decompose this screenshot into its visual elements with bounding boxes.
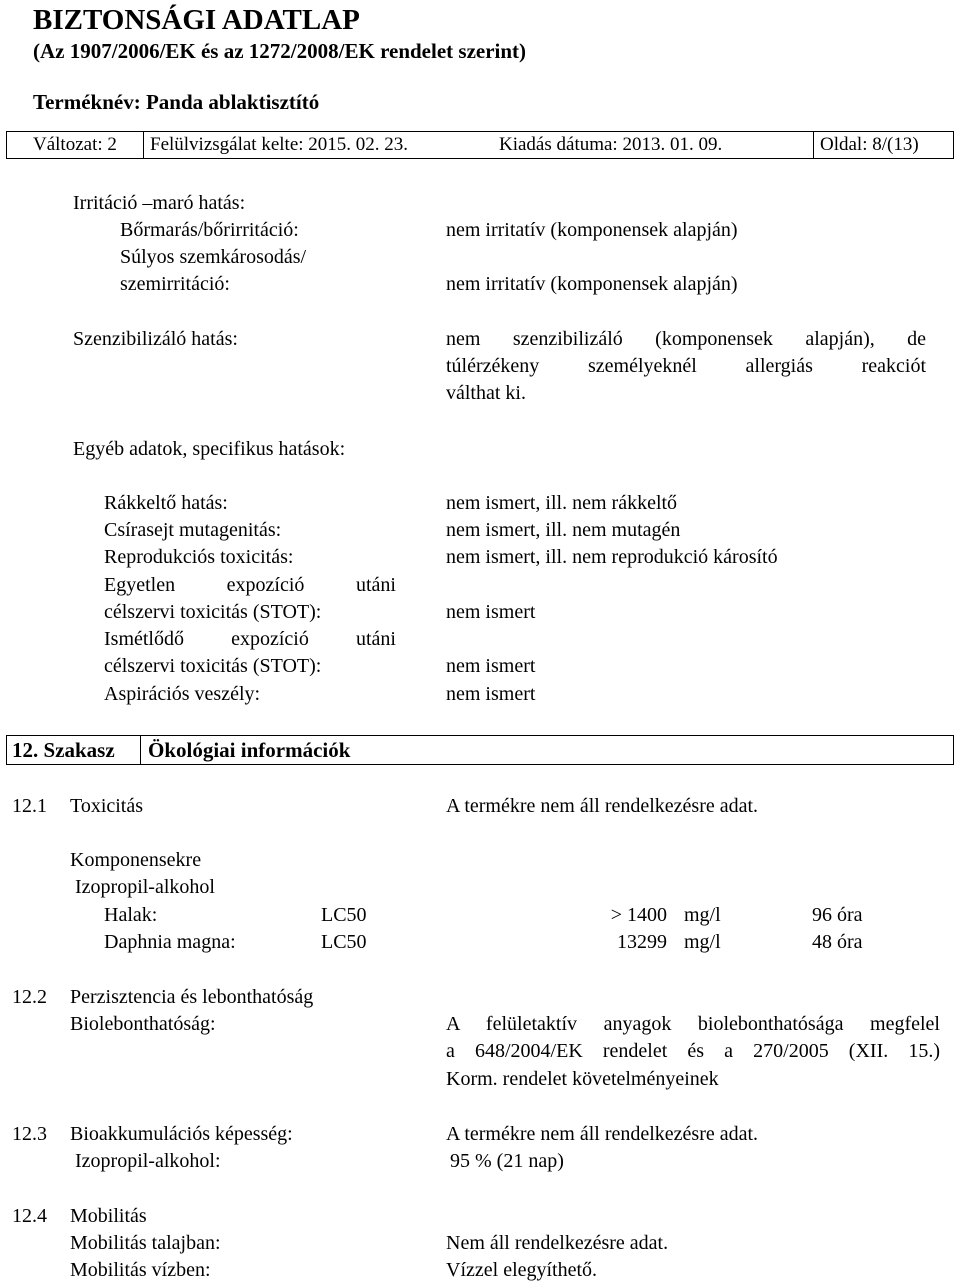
- mutagenicity-value: nem ismert, ill. nem mutagén: [446, 519, 681, 541]
- bioacc-substance-value: 95 % (21 nap): [450, 1150, 564, 1172]
- tox-endpoint: LC50: [321, 904, 367, 926]
- mobility-label: Mobilitás: [70, 1205, 147, 1227]
- mobility-number: 12.4: [12, 1205, 47, 1227]
- section-title: Ökológiai információk: [148, 738, 351, 762]
- sensitization-value-1: nem szenzibilizáló (komponensek alapján), de: [446, 328, 926, 350]
- eye-label-2: szemirritáció:: [120, 273, 230, 295]
- substance-name: Izopropil-alkohol: [75, 876, 215, 898]
- stot-se-label-2: célszervi toxicitás (STOT):: [104, 601, 322, 623]
- persist-number: 12.2: [12, 986, 47, 1008]
- stot-se-label-1: Egyetlen expozíció utáni: [104, 574, 396, 596]
- eye-label-1: Súlyos szemkárosodás/: [120, 246, 307, 268]
- tox-value-number: > 1400: [610, 904, 667, 926]
- biodegradability-value-2: a 648/2004/EK rendelet és a 270/2005 (XII. 15.): [446, 1040, 940, 1062]
- reproductive-value: nem ismert, ill. nem reprodukció károsító: [446, 546, 778, 568]
- carcinogenicity-value: nem ismert, ill. nem rákkeltő: [446, 492, 678, 514]
- carcinogenicity-label: Rákkeltő hatás:: [104, 492, 228, 514]
- product-name: Terméknév: Panda ablaktisztító: [33, 90, 320, 114]
- tox-number: 12.1: [12, 795, 47, 817]
- biodegradability-value-1: A felületaktív anyagok biolebonthatósága megfelel: [446, 1013, 940, 1035]
- other-effects-heading: Egyéb adatok, specifikus hatások:: [73, 438, 346, 460]
- tox-time: 48 óra: [812, 931, 863, 953]
- issue-date: Kiadás dátuma: 2013. 01. 09.: [499, 134, 723, 155]
- bioacc-substance-label: Izopropil-alkohol:: [75, 1150, 221, 1172]
- sensitization-label: Szenzibilizáló hatás:: [73, 328, 238, 350]
- sensitization-value-2: túlérzékeny személyeknél allergiás reakciót: [446, 355, 926, 377]
- bioacc-value: A termékre nem áll rendelkezésre adat.: [446, 1123, 759, 1145]
- tox-value-number: 13299: [617, 931, 667, 953]
- revision-date: Felülvizsgálat kelte: 2015. 02. 23.: [150, 134, 409, 155]
- page-number: Oldal: 8/(13): [820, 134, 919, 155]
- document-meta-bar: [6, 131, 954, 159]
- stot-se-value: nem ismert: [446, 601, 536, 623]
- tox-time: 96 óra: [812, 904, 863, 926]
- aspiration-value: nem ismert: [446, 683, 536, 705]
- tox-organism: Halak:: [104, 904, 158, 926]
- tox-unit: mg/l: [684, 931, 721, 953]
- mobility-soil-value: Nem áll rendelkezésre adat.: [446, 1232, 669, 1254]
- stot-re-value: nem ismert: [446, 655, 536, 677]
- section-12-heading: [6, 735, 954, 765]
- tox-organism: Daphnia magna:: [104, 931, 236, 953]
- biodegradability-label: Biolebonthatóság:: [70, 1013, 216, 1035]
- eye-value: nem irritatív (komponensek alapján): [446, 273, 738, 295]
- tox-endpoint: LC50: [321, 931, 367, 953]
- bioacc-label: Bioakkumulációs képesség:: [70, 1123, 293, 1145]
- persist-label: Perzisztencia és lebonthatóság: [70, 986, 314, 1008]
- tox-label: Toxicitás: [70, 795, 144, 817]
- biodegradability-value-3: Korm. rendelet követelményeinek: [446, 1068, 719, 1090]
- document-title: BIZTONSÁGI ADATLAP: [33, 4, 360, 36]
- reproductive-label: Reprodukciós toxicitás:: [104, 546, 294, 568]
- bioacc-number: 12.3: [12, 1123, 47, 1145]
- mobility-water-value: Vízzel elegyíthető.: [446, 1259, 598, 1281]
- stot-re-label-1: Ismétlődő expozíció utáni: [104, 628, 396, 650]
- tox-unit: mg/l: [684, 904, 721, 926]
- mobility-water-label: Mobilitás vízben:: [70, 1259, 211, 1281]
- irritation-heading: Irritáció –maró hatás:: [73, 192, 246, 214]
- stot-re-label-2: célszervi toxicitás (STOT):: [104, 655, 322, 677]
- tox-value: A termékre nem áll rendelkezésre adat.: [446, 795, 759, 817]
- document-subtitle: (Az 1907/2006/EK és az 1272/2008/EK rendelet szerint): [33, 39, 527, 63]
- mutagenicity-label: Csírasejt mutagenitás:: [104, 519, 282, 541]
- aspiration-label: Aspirációs veszély:: [104, 683, 261, 705]
- components-label: Komponensekre: [70, 849, 202, 871]
- skin-value: nem irritatív (komponensek alapján): [446, 219, 738, 241]
- version: Változat: 2: [33, 134, 117, 155]
- sensitization-value-3: válthat ki.: [446, 382, 526, 404]
- section-number: 12. Szakasz: [12, 738, 115, 762]
- skin-label: Bőrmarás/bőrirritáció:: [120, 219, 299, 241]
- mobility-soil-label: Mobilitás talajban:: [70, 1232, 221, 1254]
